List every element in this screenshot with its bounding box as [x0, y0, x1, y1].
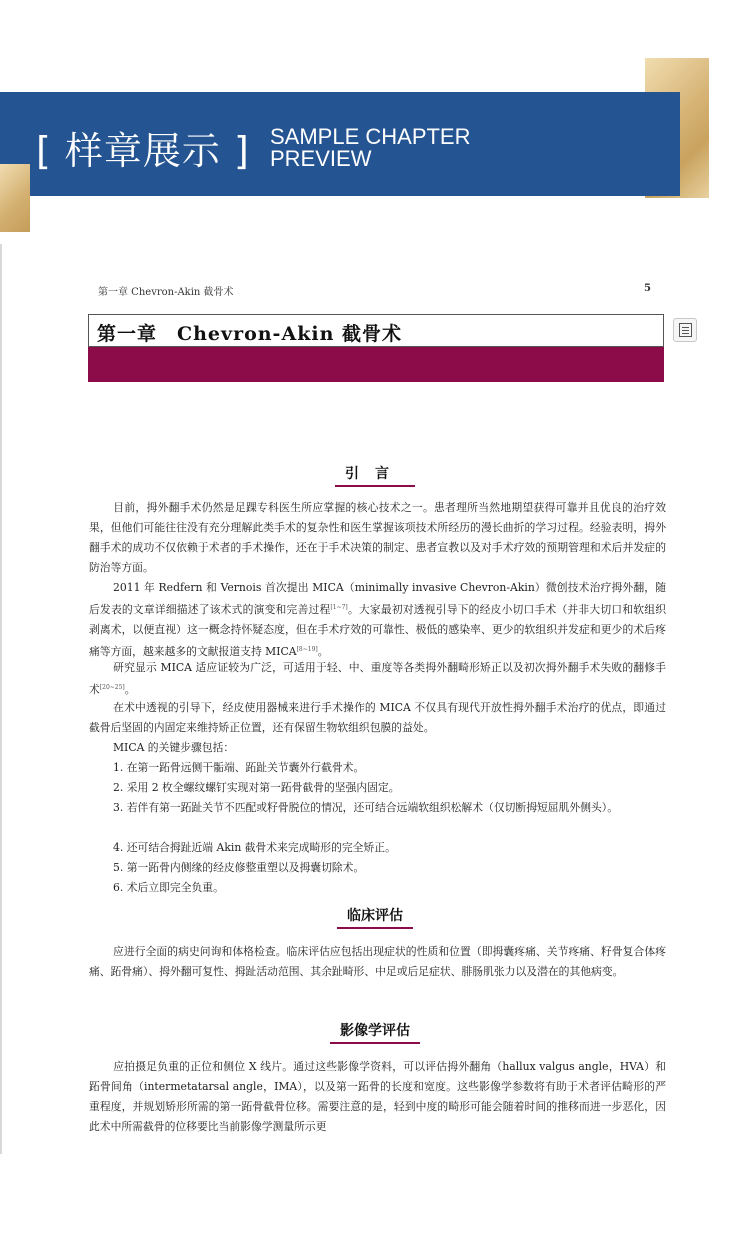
- paragraph-intro-1: 目前，拇外翻手术仍然是足踝专科医生所应掌握的核心技术之一。患者理所当然地期望获得可靠并且优良的治疗效果，但他们可能往往没有充分理解此类手术的复杂性和医生掌握该项技术所经历的漫长曲折的学习过程。经验表明，拇外翻手术的成功不仅依赖于术者的手术操作，还在于手术决策的制定、患者宣教以及对手术疗效的预期管理和术后并发症的防治等方面。: [89, 501, 666, 574]
- list-item: 5. 第一跖骨内侧缘的经皮修整重塑以及拇囊切除术。: [113, 861, 365, 874]
- paragraph-intro-2: 2011 年 Redfern 和 Vernois 首次提出 MICA（minimally invasive Chevron-Akin）微创技术治疗拇外翻，随后发表的文章详细描述了该术式的演变和完善过程[1~7]。大家最初对透视引导下的经皮小切口手术（并非大切口和软组织剥离术，以便直视）这一概念持怀疑态度，但在手术疗效的可靠性、极低的感染率、更少的软组织并发症和更少的术后疼痛等方面，越来越多的文献报道支持 MICA[8~19]。: [89, 581, 666, 658]
- document-icon[interactable]: [673, 318, 697, 342]
- intro-heading-text: 引言: [343, 463, 407, 487]
- list-item: 2. 采用 2 枚全螺纹螺钉实现对第一跖骨截骨的坚强内固定。: [113, 781, 400, 794]
- page-number: 5: [644, 283, 651, 294]
- clinical-heading-text: 临床评估: [345, 905, 405, 929]
- list-item: 6. 术后立即完全负重。: [113, 881, 224, 894]
- bracket-close: ]: [234, 129, 250, 173]
- citation[interactable]: [8~19]: [296, 646, 318, 653]
- citation[interactable]: [1~7]: [330, 604, 348, 611]
- steps-intro: MICA 的关键步骤包括：: [113, 741, 235, 754]
- banner-title-en: [270, 126, 471, 170]
- paragraph-clinical-1: 应进行全面的病史问询和体格检查。临床评估应包括出现症状的性质和位置（即拇囊疼痛、关节疼痛、籽骨复合体疼痛、跖骨痛）、拇外翻可复性、拇趾活动范围、其余趾畸形、中足或后足症状、腓肠肌张力以及潜在的其他病变。: [89, 945, 666, 978]
- banner-en-line1: SAMPLE CHAPTER: [270, 124, 471, 149]
- banner-title-text: 样章展示: [64, 129, 221, 173]
- citation[interactable]: [20~25]: [99, 684, 125, 691]
- section-heading-imaging: [0, 1020, 750, 1044]
- section-heading-clinical: [0, 905, 750, 929]
- chapter-title-box: [88, 314, 664, 347]
- chapter-color-bar: [88, 347, 664, 382]
- page-edge-rule: [0, 244, 2, 1154]
- running-head: 第一章 Chevron-Akin 截骨术: [98, 287, 234, 298]
- section-heading-intro: [0, 463, 750, 487]
- imaging-heading-text: 影像学评估: [338, 1020, 412, 1044]
- paragraph-imaging-1: 应拍摄足负重的正位和侧位 X 线片。通过这些影像学资料，可以评估拇外翻角（hallux valgus angle，HVA）和跖骨间角（intermetatarsal angle，IMA），以及第一跖骨的长度和宽度。这些影像学参数将有助于术者评估畸形的严重程度，并规划矫形所需的第一跖骨截骨位移。需要注意的是，轻到中度的畸形可能会随着时间的推移而进一步恶化，因此术中所需截骨的位移要比当前影像学测量所示更: [89, 1060, 666, 1133]
- list-item: 1. 在第一跖骨远侧干骺端、跖趾关节囊外行截骨术。: [113, 761, 365, 774]
- list-item: 4. 还可结合拇趾近端 Akin 截骨术来完成畸形的完全矫正。: [113, 841, 396, 854]
- paragraph-intro-3: 研究显示 MICA 适应证较为广泛，可适用于轻、中、重度等各类拇外翻畸形矫正以及初次拇外翻手术失败的翻修手术[20~25]。: [89, 661, 666, 696]
- banner-en-line2: PREVIEW: [270, 146, 372, 171]
- chapter-title: 第一章 Chevron-Akin 截骨术: [97, 323, 403, 345]
- banner-title-cn: [36, 120, 250, 175]
- paragraph-intro-4: 在术中透视的引导下，经皮使用器械来进行手术操作的 MICA 不仅具有现代开放性拇外翻手术治疗的优点，即通过截骨后坚固的内固定来维持矫正位置，还有保留生物软组织包膜的益处。: [89, 701, 666, 734]
- list-item: 3. 若伴有第一跖趾关节不匹配或籽骨脱位的情况，还可结合远端软组织松解术（仅切断拇短屈肌外侧头）。: [113, 801, 618, 814]
- bracket-open: [: [36, 129, 52, 173]
- gold-accent-bottom-left: [0, 164, 30, 232]
